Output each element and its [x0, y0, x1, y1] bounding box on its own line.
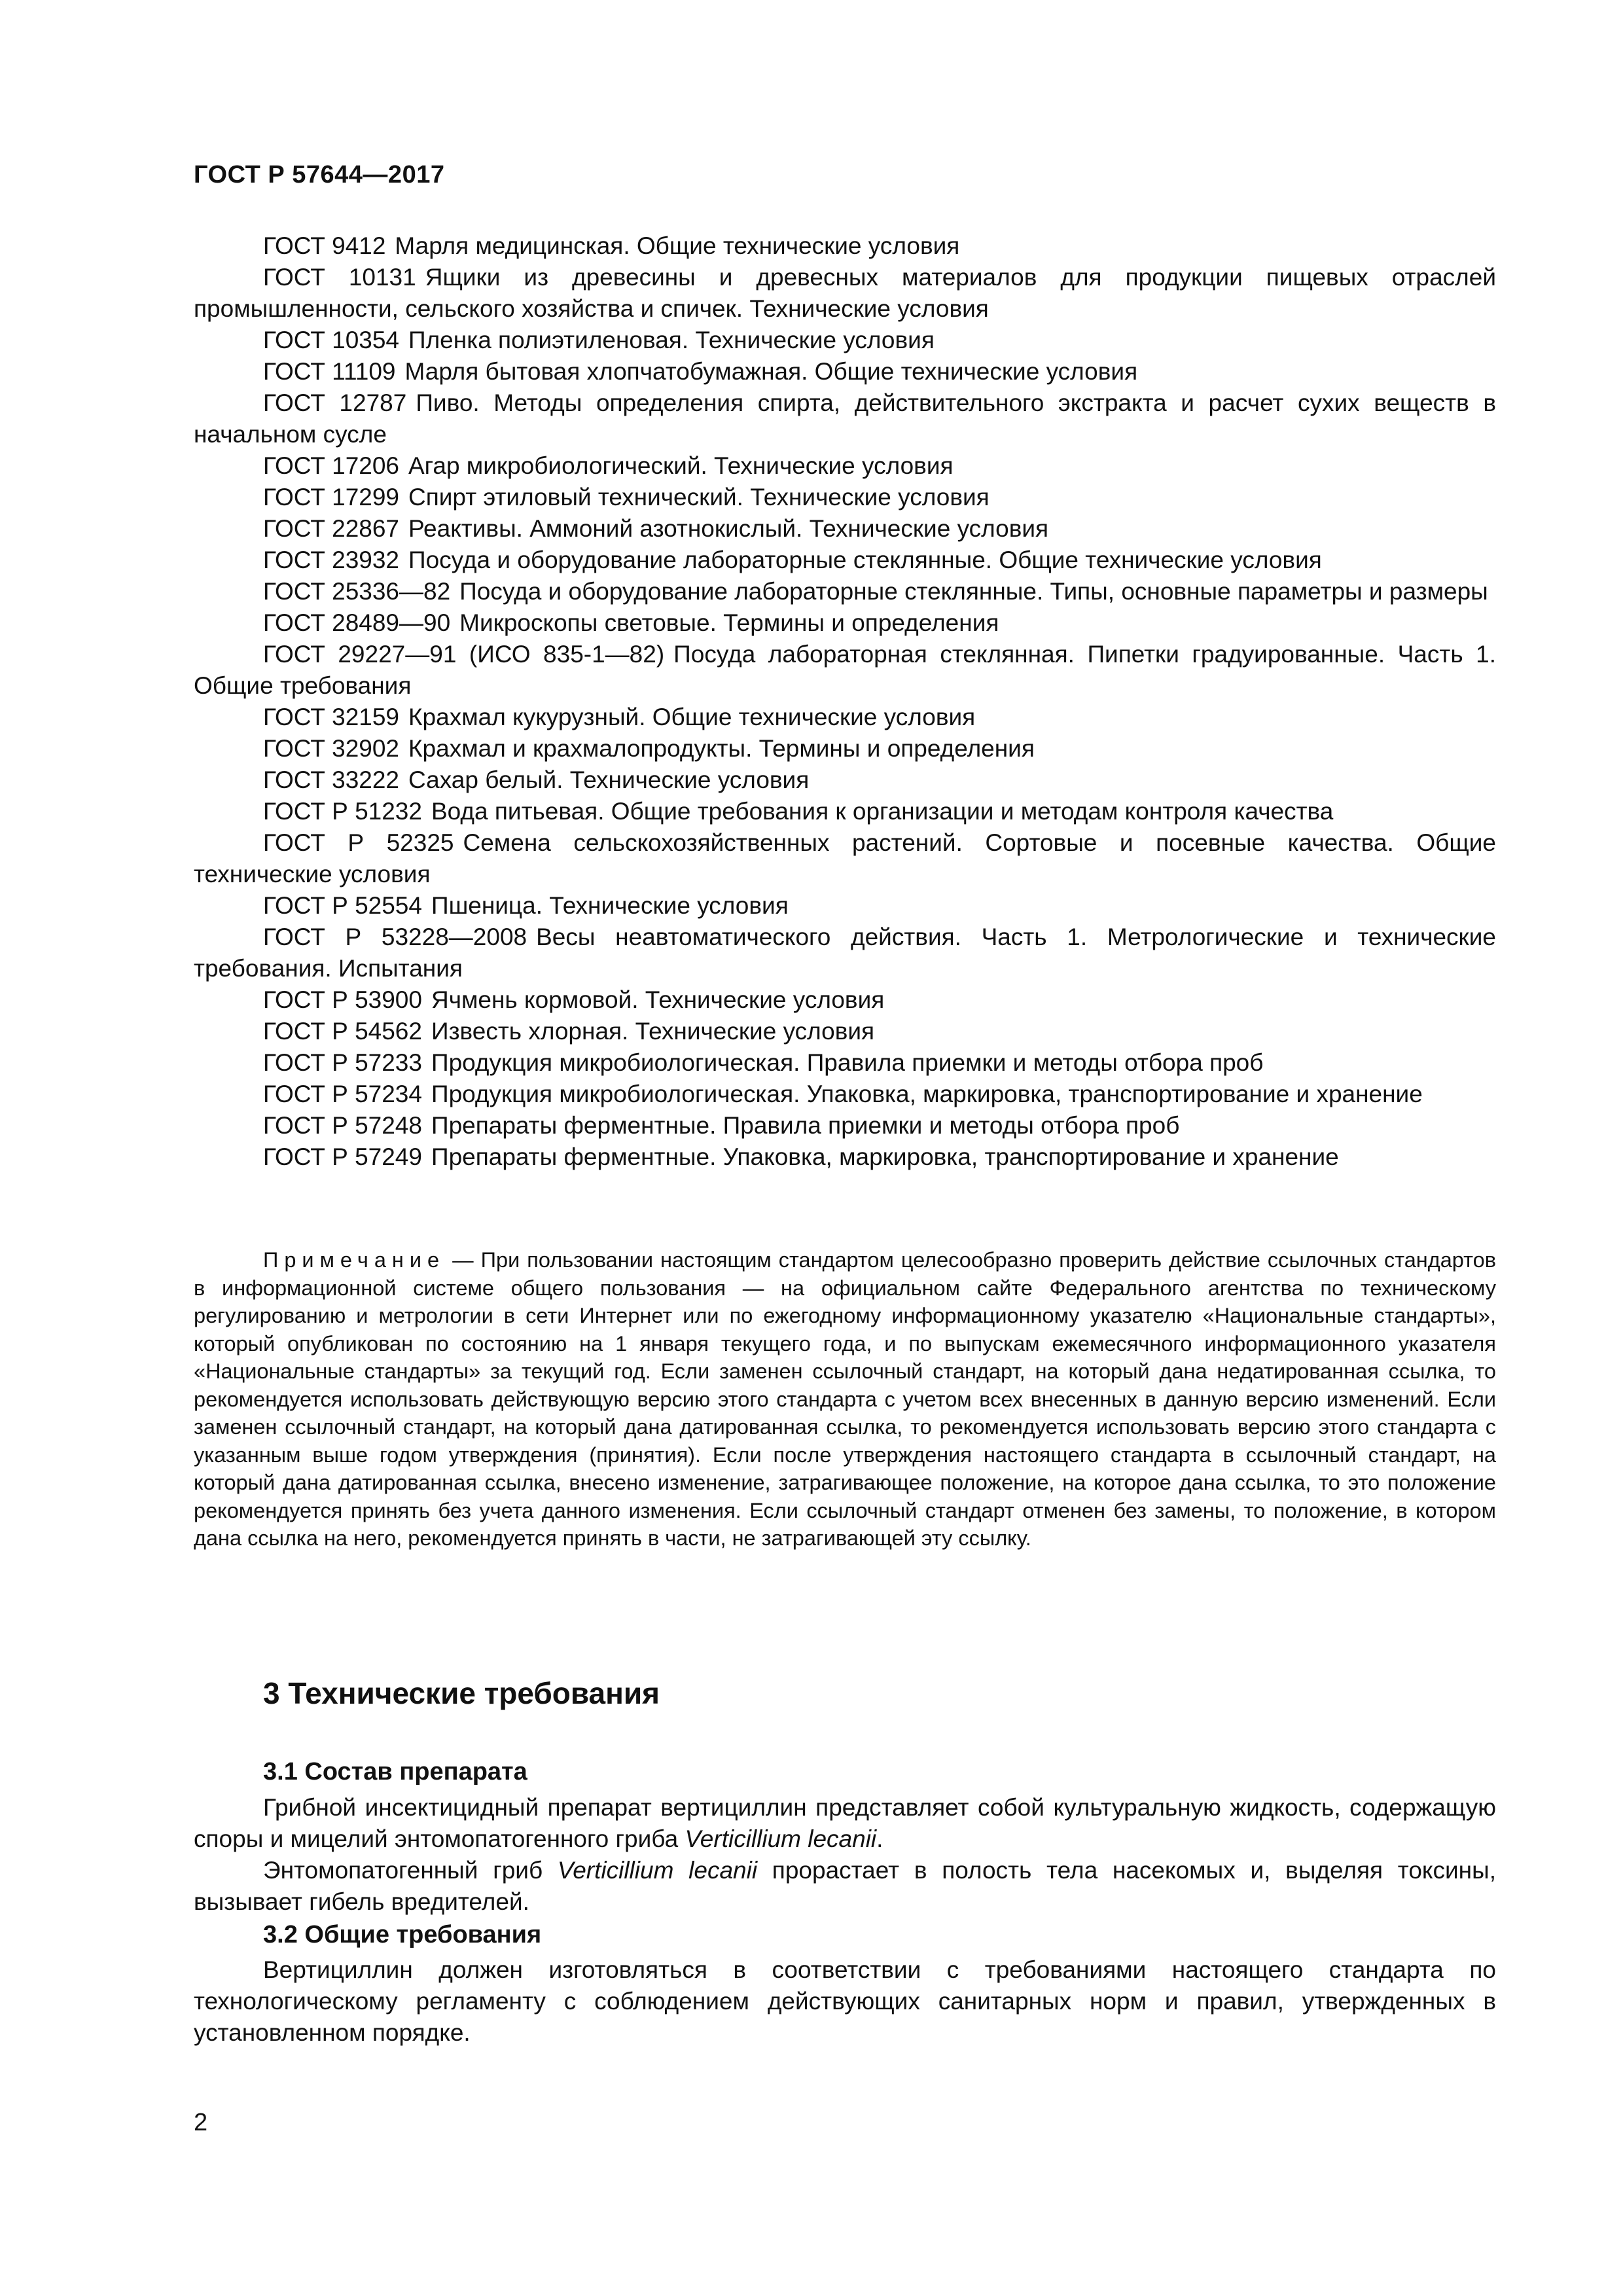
reference-title: Продукция микробиологическая. Правила приемки и методы отбора проб [431, 1049, 1264, 1076]
subsection-title-general: 3.2 Общие требования [263, 1921, 542, 1948]
reference-code: ГОСТ Р 53900 [263, 986, 422, 1013]
reference-title: Реактивы. Аммоний азотнокислый. Технические условия [408, 515, 1049, 542]
reference-code: ГОСТ 29227—91 (ИСО 835-1—82) [263, 641, 665, 668]
reference-item [194, 1141, 1496, 1173]
reference-item [194, 450, 1496, 482]
reference-title: Пиво. Методы определения спирта, действительного экстракта и расчет сухих веществ в начальном сусле [194, 389, 1497, 448]
species-name: Verticillium lecanii [685, 1825, 877, 1852]
reference-item [194, 482, 1496, 513]
reference-title: Препараты ферментные. Упаковка, маркировка, транспортирование и хранение [431, 1143, 1339, 1170]
reference-code: ГОСТ 33222 [263, 766, 399, 793]
reference-title: Весы неавтоматического действия. Часть 1. Метрологические и технические требования. Испытания [194, 924, 1496, 982]
reference-title: Препараты ферментные. Правила приемки и методы отбора проб [431, 1112, 1180, 1139]
reference-title: Крахмал и крахмалопродукты. Термины и определения [408, 735, 1035, 762]
reference-code: ГОСТ Р 52325 [263, 829, 454, 856]
reference-code: ГОСТ 22867 [263, 515, 399, 542]
reference-title: Пшеница. Технические условия [431, 892, 789, 919]
reference-item [194, 607, 1496, 639]
reference-code: ГОСТ Р 57234 [263, 1081, 422, 1107]
reference-title: Пленка полиэтиленовая. Технические условия [408, 327, 935, 353]
reference-title: Крахмал кукурузный. Общие технические условия [408, 704, 976, 730]
reference-code: ГОСТ 17206 [263, 452, 399, 479]
reference-item [194, 764, 1496, 796]
reference-item [194, 984, 1496, 1016]
reference-code: ГОСТ 28489—90 [263, 609, 451, 636]
reference-title: Известь хлорная. Технические условия [431, 1018, 875, 1045]
reference-code: ГОСТ Р 57249 [263, 1143, 422, 1170]
note-label: Примечание [263, 1248, 446, 1272]
reference-code: ГОСТ 9412 [263, 232, 386, 259]
reference-code: ГОСТ Р 57248 [263, 1112, 422, 1139]
reference-title: Семена сельскохозяйственных растений. Сортовые и посевные качества. Общие технические условия [194, 829, 1497, 888]
reference-code: ГОСТ 12787 [263, 389, 407, 416]
reference-item [194, 733, 1496, 764]
subsection-title-composition: 3.1 Состав препарата [263, 1758, 527, 1785]
general-requirements-paragraph: Вертициллин должен изготовляться в соответствии с требованиями настоящего стандарта по технологическому регламенту с соблюдением действующих санитарных норм и правил, утвержденных в установленном порядке. [194, 1956, 1496, 2046]
reference-item [194, 1047, 1496, 1079]
reference-item [194, 325, 1496, 356]
reference-title: Сахар белый. Технические условия [408, 766, 810, 793]
document-header: ГОСТ Р 57644—2017 [194, 161, 445, 188]
composition-text-end: прорастает в полость тела насекомых и, выделяя токсины, вызывает гибель вредителей. [194, 1857, 1496, 1915]
reference-title: Ящики из древесины и древесных материалов для продукции пищевых отраслей промышленности, сельского хозяйства и спичек. Технические условия [194, 264, 1496, 322]
reference-title: Ячмень кормовой. Технические условия [431, 986, 885, 1013]
reference-item [194, 513, 1496, 545]
reference-code: ГОСТ Р 51232 [263, 798, 422, 825]
reference-item [194, 890, 1496, 922]
reference-code: ГОСТ 10354 [263, 327, 399, 353]
reference-item [194, 1110, 1496, 1141]
reference-item [194, 230, 1496, 262]
page-number: 2 [194, 2109, 208, 2136]
reference-title: Агар микробиологический. Технические условия [408, 452, 954, 479]
composition-paragraph-2 [194, 1855, 1496, 1918]
reference-code: ГОСТ 23932 [263, 547, 399, 573]
reference-title: Спирт этиловый технический. Технические условия [408, 484, 990, 511]
reference-item [194, 796, 1496, 827]
composition-paragraph-1 [194, 1792, 1496, 1855]
reference-code: ГОСТ 25336—82 [263, 578, 451, 605]
reference-item [194, 922, 1496, 984]
normative-references-list [194, 230, 1496, 1173]
reference-code: ГОСТ 32159 [263, 704, 399, 730]
reference-item [194, 356, 1496, 387]
note-paragraph [194, 1246, 1496, 1552]
reference-code: ГОСТ 10131 [263, 264, 416, 291]
reference-title: Микроскопы световые. Термины и определения [459, 609, 999, 636]
reference-item [194, 262, 1496, 325]
reference-title: Продукция микробиологическая. Упаковка, маркировка, транспортирование и хранение [431, 1081, 1423, 1107]
reference-item [194, 702, 1496, 733]
reference-title: Посуда лабораторная стеклянная. Пипетки градуированные. Часть 1. Общие требования [194, 641, 1496, 699]
reference-item [194, 639, 1496, 702]
section-title: 3 Технические требования [263, 1676, 660, 1710]
reference-title: Вода питьевая. Общие требования к организации и методам контроля качества [431, 798, 1334, 825]
composition-text-start: Грибной инсектицидный препарат вертициллин представляет собой культуральную жидкость, содержащую споры и мицелий энтомопатогенного гриба [194, 1794, 1496, 1852]
reference-code: ГОСТ 32902 [263, 735, 399, 762]
reference-code: ГОСТ Р 52554 [263, 892, 422, 919]
reference-code: ГОСТ 17299 [263, 484, 399, 511]
composition-text-start: Энтомопатогенный гриб [263, 1857, 558, 1884]
reference-item [194, 545, 1496, 576]
reference-code: ГОСТ Р 54562 [263, 1018, 422, 1045]
reference-title: Марля медицинская. Общие технические условия [395, 232, 960, 259]
reference-item [194, 1016, 1496, 1047]
reference-code: ГОСТ 11109 [263, 358, 396, 385]
reference-item [194, 387, 1496, 450]
reference-title: Посуда и оборудование лабораторные стеклянные. Общие технические условия [408, 547, 1322, 573]
species-name: Verticillium lecanii [557, 1857, 758, 1884]
reference-item [194, 1079, 1496, 1110]
reference-code: ГОСТ Р 57233 [263, 1049, 422, 1076]
reference-code: ГОСТ Р 53228—2008 [263, 924, 527, 950]
note-text: — При пользовании настоящим стандартом целесообразно проверить действие ссылочных стандартов в информационной системе общего пользования — на официальном сайте Федерального агентства по техническому регулированию и метрологии в сети Интернет или по ежегодному информационному указателю «Национальные стандарты», который опубликован по состоянию на 1 января текущего года, и по выпускам ежемесячного информационного указателя «Национальные стандарты» за текущий год. Если заменен ссылочный стандарт, на который дана недатированная ссылка, то рекомендуется использовать действующую версию этого стандарта с учетом всех внесенных в данную версию изменений. Если заменен ссылочный стандарт, на который дана датированная ссылка, то рекомендуется использовать версию этого стандарта с указанным выше годом утверждения (принятия). Если после утверждения настоящего стандарта в ссылочный стандарт, на который дана датированная ссылка, внесено изменение, затрагивающее положение, на которое дана ссылка, то это положение рекомендуется принять без учета данного изменения. Если ссылочный стандарт отменен без замены, то положение, в котором дана ссылка на него, рекомендуется принять в части, не затрагивающей эту ссылку. [194, 1248, 1497, 1550]
reference-item [194, 827, 1496, 890]
composition-text-end: . [876, 1825, 883, 1852]
reference-item [194, 576, 1496, 607]
reference-title: Марля бытовая хлопчатобумажная. Общие технические условия [404, 358, 1138, 385]
reference-title: Посуда и оборудование лабораторные стеклянные. Типы, основные параметры и размеры [459, 578, 1488, 605]
